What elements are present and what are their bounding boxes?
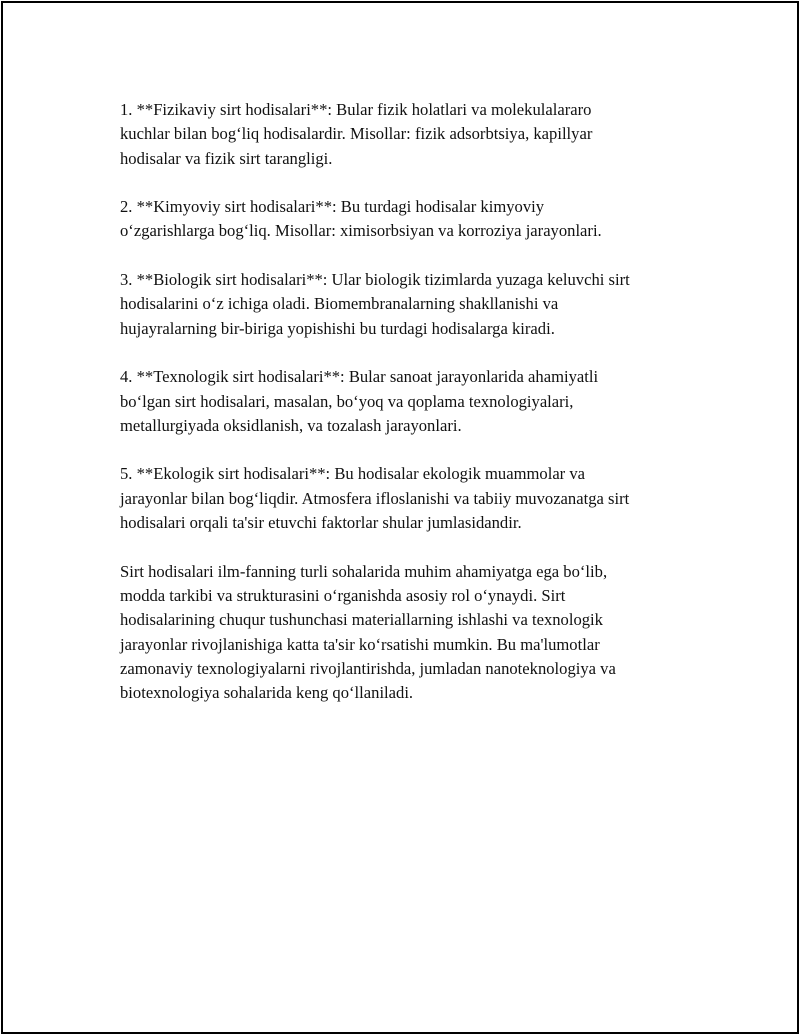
paragraph-conclusion: Sirt hodisalari ilm-fanning turli sohalarida muhim ahamiyatga ega bo‘lib, modda tarkibi va strukturasini o‘rganishda asosiy rol o‘ynaydi. Sirt hodisalarining chuqur tushunchasi materiallarning ishlashi va texnologik jarayonlar rivojlanishiga katta ta'sir ko‘rsatishi mumkin. Bu ma'lumotlar zamonaviy texnologiyalarni rivojlantirishda, jumladan nanoteknologiya va biotexnologiya sohalarida keng qo‘llaniladi. bbox=[120, 561, 616, 703]
paragraph-chemical-surface-phenomena: 2. **Kimyoviy sirt hodisalari**: Bu turdagi hodisalar kimyoviy o‘zgarishlarga bog‘liq. Misollar: ximisorbsiyan va korroziya jarayonlari. bbox=[120, 197, 602, 241]
paragraph-ecological-surface-phenomena: 5. **Ekologik sirt hodisalari**: Bu hodisalar ekologik muammolar va jarayonlar bilan bog‘liqdir. Atmosfera ifloslanishi va tabiiy muvozanatga sirt hodisalari orqali ta'sir etuvchi faktorlar shular jumlasidandir. bbox=[120, 464, 630, 533]
paragraph-technological-surface-phenomena: 4. **Texnologik sirt hodisalari**: Bular sanoat jarayonlarida ahamiyatli bo‘lgan sirt hodisalari, masalan, bo‘yoq va qoplama texnologiyalari, metallurgiyada oksidlanish, va tozalash jarayonlari. bbox=[120, 367, 599, 435]
paragraph-biological-surface-phenomena: 3. **Biologik sirt hodisalari**: Ular biologik tizimlarda yuzaga keluvchi sirt hodisalarini o‘z ichiga oladi. Biomembranalarning shakllanishi va hujayralarning bir-biriga yopishishi bu turdagi hodisalarga kiradi. bbox=[120, 270, 630, 338]
document-body bbox=[120, 98, 705, 705]
paragraph-physical-surface-phenomena: 1. **Fizikaviy sirt hodisalari**: Bular fizik holatlari va molekulalararo kuchlar bilan bog‘liq hodisalardir. Misollar: fizik adsorbtsiya, kapillyar hodisalar va fizik sirt tarangligi. bbox=[120, 100, 593, 168]
page-border bbox=[1, 1, 799, 1034]
